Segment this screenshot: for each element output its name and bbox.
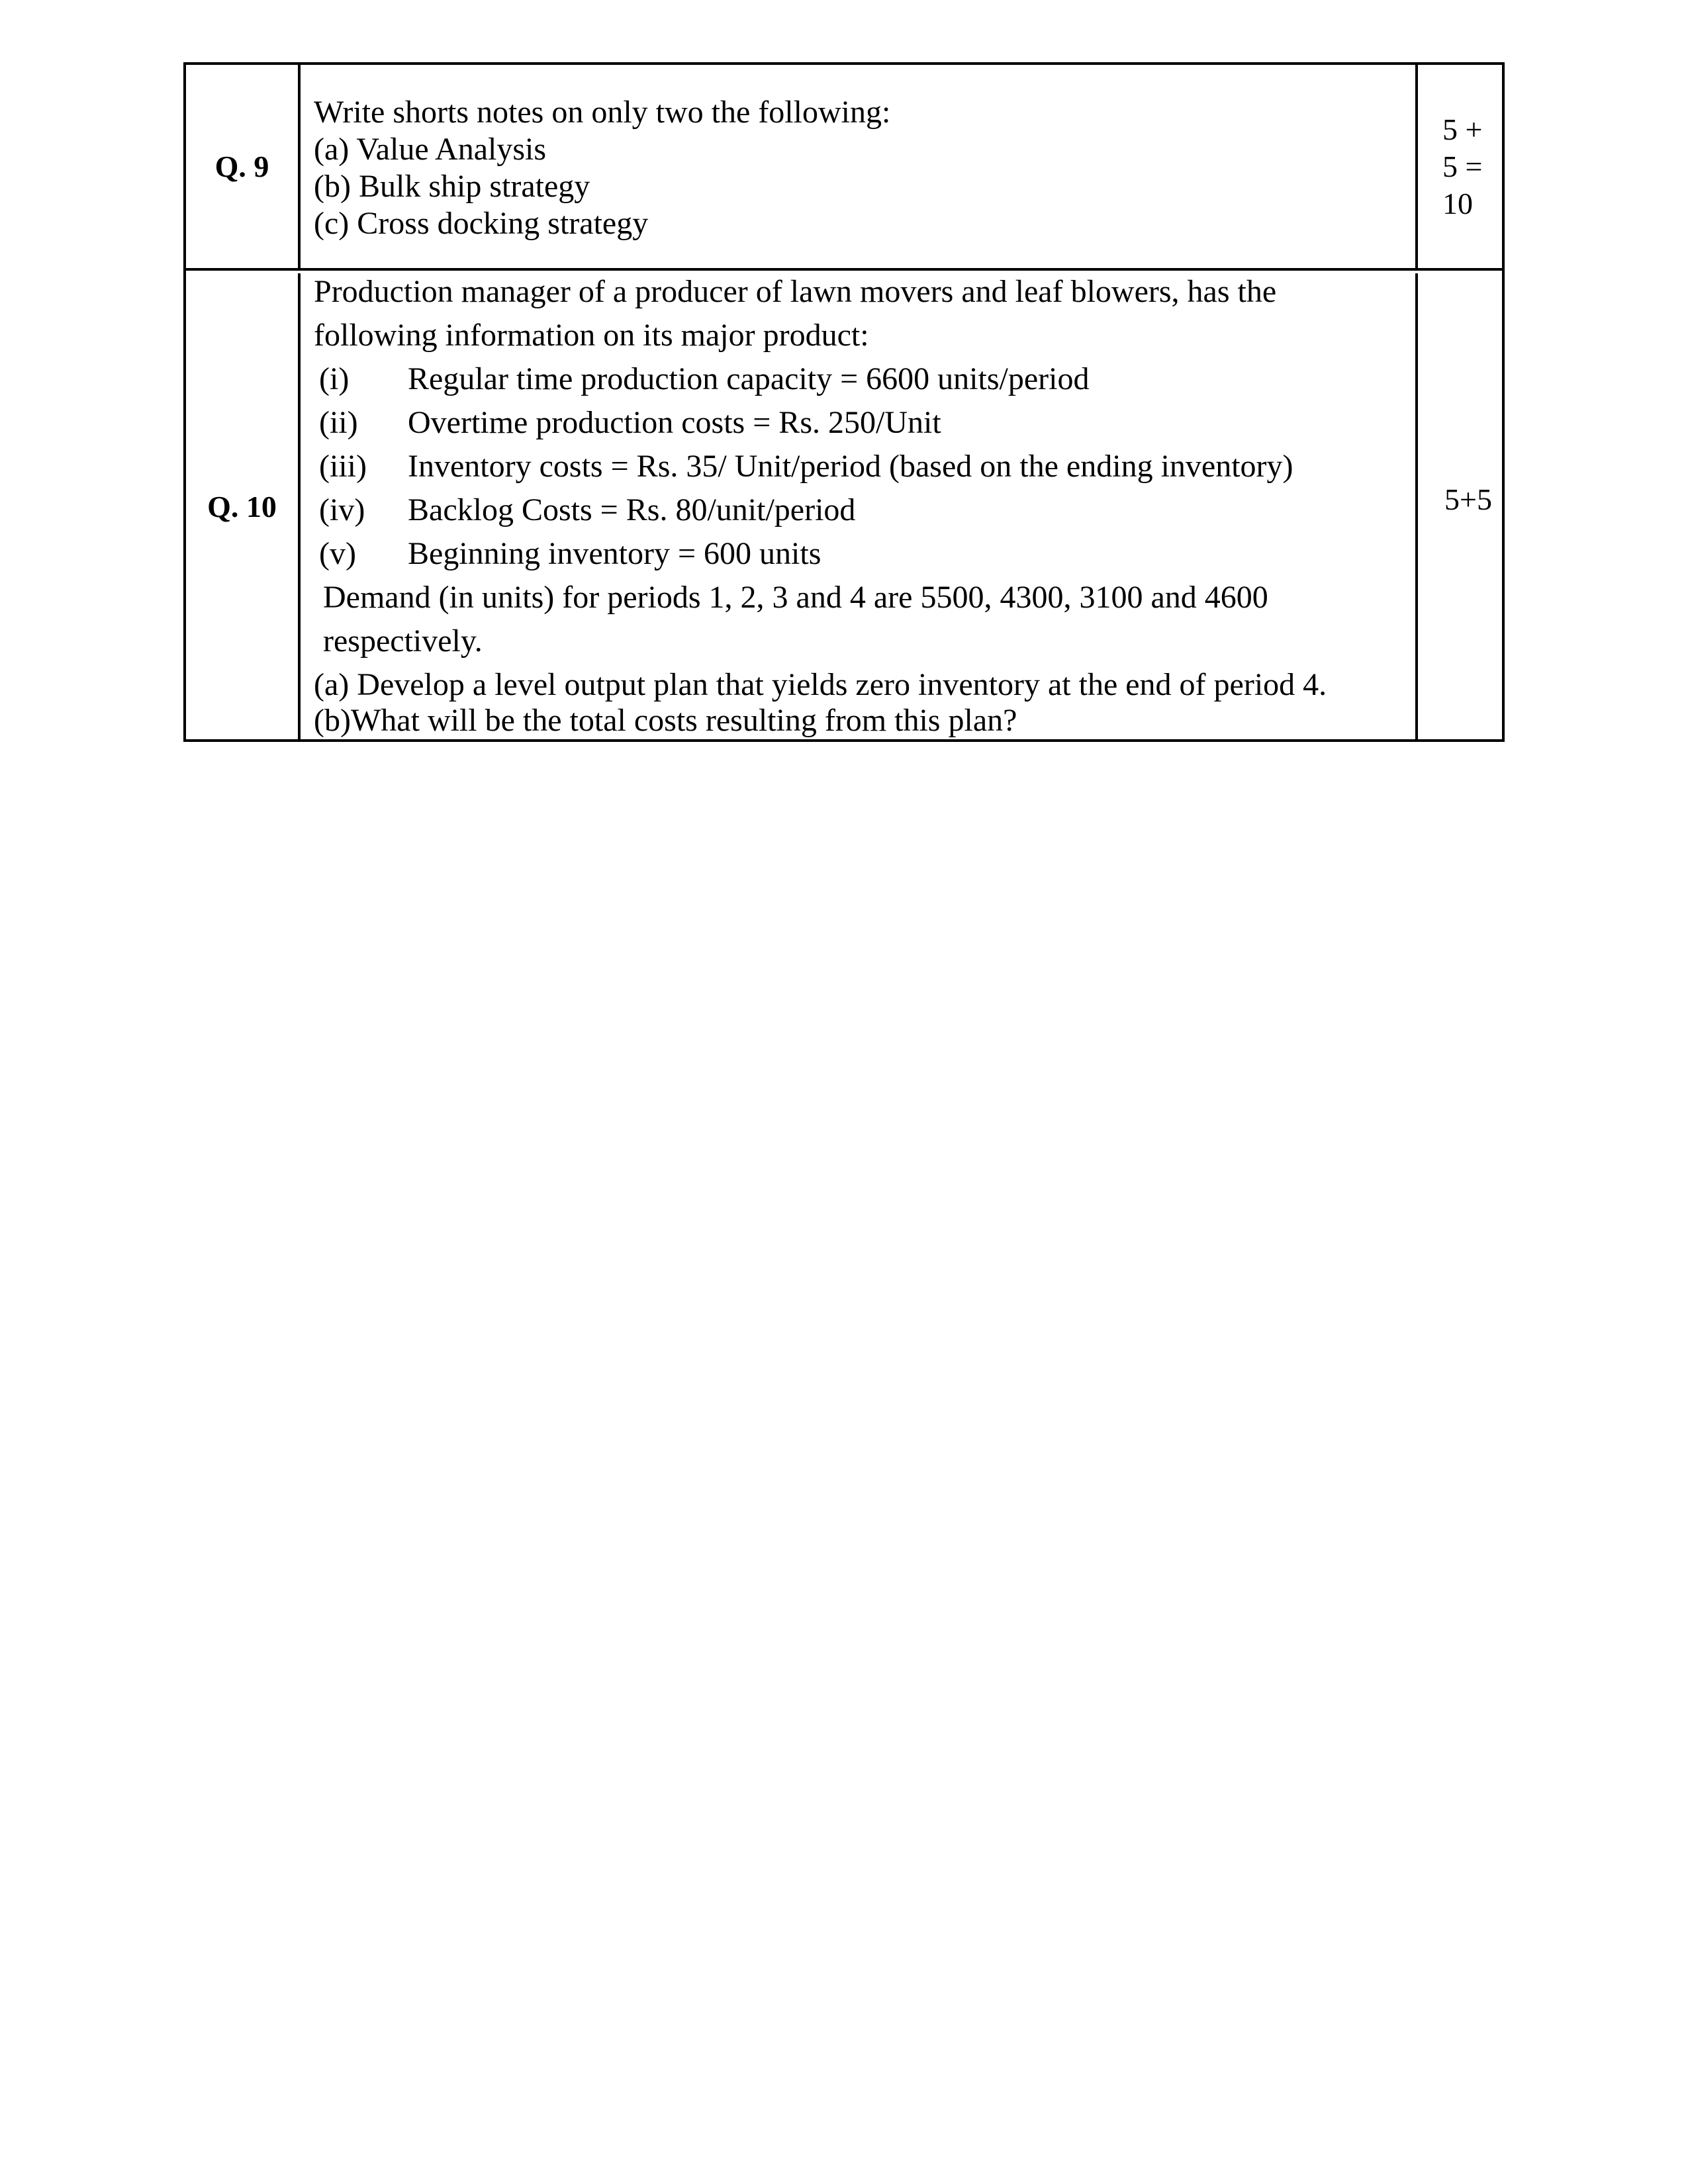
marks-cell [1418, 65, 1502, 268]
question-intro: Write shorts notes on only two the following: [314, 95, 891, 130]
item-text: Overtime production costs = Rs. 250/Unit [408, 405, 941, 440]
item-number: (i) [319, 361, 350, 396]
item-number: (v) [319, 536, 356, 571]
option-c: (c) Cross docking strategy [314, 206, 649, 241]
intro-line-1: Production manager of a producer of lawn movers and leaf blowers, has the [314, 274, 1277, 309]
demand-line-2: respectively. [323, 623, 483, 659]
item-text: Inventory costs = Rs. 35/ Unit/period (based on the ending inventory) [408, 449, 1293, 484]
question-number-label: Q. 10 [207, 489, 277, 523]
item-number: (ii) [319, 405, 358, 440]
item-text: Beginning inventory = 600 units [408, 536, 821, 571]
question-table [183, 62, 1505, 742]
part-b: (b)What will be the total costs resulting from this plan? [314, 703, 1017, 738]
demand-line-1: Demand (in units) for periods 1, 2, 3 and 4 are 5500, 4300, 3100 and 4600 [323, 580, 1268, 615]
marks-cell [1418, 273, 1502, 739]
question-number [186, 273, 301, 739]
question-text-cell [301, 273, 1418, 739]
question-row-q10 [186, 273, 1502, 739]
marks-line-1: 5 + [1442, 113, 1483, 146]
option-a: (a) Value Analysis [314, 132, 547, 167]
item-text: Regular time production capacity = 6600 units/period [408, 361, 1090, 396]
intro-line-2: following information on its major product: [314, 318, 869, 353]
question-text-cell [301, 65, 1418, 268]
question-number [186, 65, 301, 268]
marks-line-3: 10 [1442, 187, 1473, 220]
item-number: (iii) [319, 449, 367, 484]
item-number: (iv) [319, 492, 365, 527]
option-b: (b) Bulk ship strategy [314, 169, 590, 204]
item-text: Backlog Costs = Rs. 80/unit/period [408, 492, 856, 527]
part-a: (a) Develop a level output plan that yields zero inventory at the end of period 4. [314, 667, 1327, 702]
marks-value: 5+5 [1444, 482, 1492, 516]
question-row-q9 [186, 65, 1502, 271]
question-number-label: Q. 9 [214, 150, 269, 183]
marks-line-2: 5 = [1442, 150, 1483, 183]
